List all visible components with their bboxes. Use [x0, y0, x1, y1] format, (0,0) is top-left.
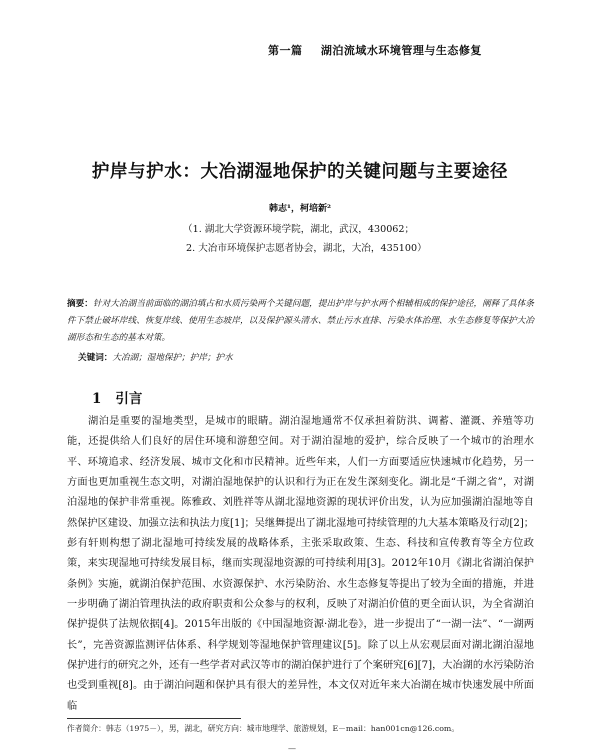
paper-title: 护岸与护水：大冶湖湿地保护的关键问题与主要途径	[91, 162, 509, 182]
abstract-label: 摘要：	[67, 299, 93, 309]
body-text	[67, 412, 534, 717]
section-title: 引言	[115, 391, 143, 407]
abstract	[67, 296, 534, 348]
chapter-label: 第一篇	[268, 44, 303, 57]
running-header	[268, 42, 482, 58]
keywords-text: 大冶湖；湿地保护；护岸；护水	[112, 353, 233, 363]
keywords	[78, 351, 233, 363]
section-heading	[92, 387, 142, 407]
body-paragraph: 湖泊是重要的湿地类型，是城市的眼睛。湖泊湿地通常不仅承担着防洪、调蓄、灌溉、养殖等功能，还提供给人们良好的居住环境和游憩空间。对于湖泊湿地的爱护，综合反映了一个城市的治理水平、环境追求、经济发展、城市文化和市民精神。近些年来，人们一方面要适应快速城市化趋势，另一方面也更加重视生态文明，对湖泊湿地保护的认识和行为正在发生深刻变化。湖北是“千湖之省”，对湖泊湿地的保护非常重视。陈雅政、刘胜祥等从湖北湿地资源的现状评价出发，认为应加强湖泊湿地等自然保护区建设、加强立法和执法力度[1]；吴继舞提出了湖北湿地可持续管理的九大基本策略及行动[2]；彭有轩则构想了湖北湿地可持续发展的战略体系，主张采取政策、生态、科技和宣传教育等全方位政策，来实现湿地可持续发展目标，继而实现湿地资源的可持续利用[3]。2012年10月《湖北省湖泊保护条例》实施，就湖泊保护范围、水资源保护、水污染防治、水生态修复等提出了较为全面的措施，并进一步明确了湖泊管理执法的政府职责和公众参与的权利，反映了对湖泊价值的更全面认识，为全省湖泊保护提供了法规依据[4]。2015年出版的《中国湿地资源·湖北卷》，进一步提出了“一湖一法”、“一湖两长”，完善资源监测评估体系、科学规划等湿地保护管理建议[5]。除了以上从宏观层面对湖北湖泊湿地保护进行的研究之外，还有一些学者对武汉等市的湖泊保护进行了个案研究[6][7]，大冶湖的水污染防治也受到重视[8]。由于湖泊问题和保护具有很大的差异性，本文仅对近年来大冶湖在城市快速发展中所面临	[67, 416, 534, 712]
affiliation-1: （1. 湖北大学资源环境学院，湖北，武汉，430062；	[183, 224, 415, 235]
page-number: —	[288, 744, 296, 753]
author-footnote: 作者简介：韩志（1975－），男，湖北，研究方向：城市地理学、旅游规划，E－mail：han001cn@126.com。	[67, 724, 460, 733]
chapter-title: 湖泊流域水环境管理与生态修复	[320, 44, 482, 57]
footnote-rule	[67, 718, 241, 719]
keywords-label: 关键词：	[78, 353, 113, 363]
paper-authors: 韩志¹，柯培新²	[269, 204, 331, 214]
abstract-text: 针对大冶湖当前面临的湖泊填占和水质污染两个关键问题，提出护岸与护水两个相辅相成的保护途径，阐释了具体条件下禁止破坏岸线、恢复岸线、使用生态坡岸，以及保护源头清水、禁止污水直排、污染水体治理、水生态修复等保护大冶湖形态和生态的基本对策。	[67, 299, 534, 344]
affiliation-2: 2. 大冶市环境保护志愿者协会，湖北，大冶，435100）	[186, 243, 427, 254]
section-number: 1	[92, 391, 102, 407]
